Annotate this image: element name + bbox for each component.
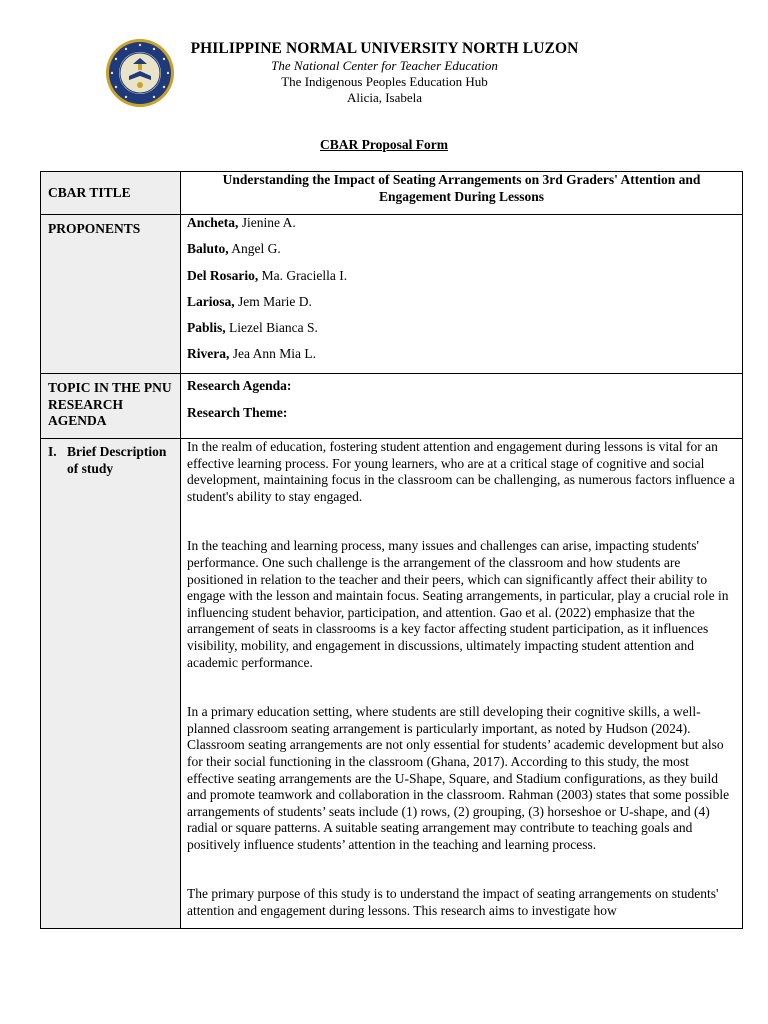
table-row <box>41 374 743 439</box>
proponents-label-cell <box>41 215 181 374</box>
document-header <box>0 0 768 120</box>
research-theme-label: Research Theme: <box>187 404 288 420</box>
proponents-cell <box>181 215 743 374</box>
list-item: Del Rosario, Ma. Graciella I. <box>187 267 348 283</box>
description-paragraph: The primary purpose of this study is to understand the impact of seating arrangements on students' attention and engagement during lessons. This research aims to investigate how <box>187 886 719 919</box>
list-item: Rivera, Jea Ann Mia L. <box>187 346 316 362</box>
research-agenda-label: Research Agenda: <box>187 378 292 393</box>
description-label <box>48 439 174 477</box>
proponents-list <box>187 215 736 373</box>
description-paragraph: In the realm of education, fostering student attention and engagement during lessons is vital for an effective learning process. For young learners, who are at a critical stage of cognitive and social development, maintaining focus in the classroom can be challenging, as numerous factors influence a student's ability to stay engaged. <box>187 439 735 504</box>
proposal-form-table <box>40 171 743 929</box>
description-paragraph: In the teaching and learning process, many issues and challenges can arise, impacting students' performance. One such challenge is the arrangement of the classroom and how students are positioned in relation to the teacher and their peers, which can significantly affect their ability to engage with the lesson and maintain focus. Seating arrangements, in particular, play a crucial role in influencing student behavior, participation, and attention. Gao et al. (2022) emphasize that the arrangement of seats in classrooms is a key factor affecting student participation, as it influences visibility, mobility, and engagement in discussions, ultimately impacting student attention and academic performance. <box>187 538 729 670</box>
description-label-first: Brief Description <box>67 444 167 459</box>
description-body <box>187 439 736 928</box>
proponents-label: PROPONENTS <box>48 221 141 236</box>
topic-label-cell <box>41 374 181 439</box>
description-paragraph: In a primary education setting, where students are still developing their cognitive skills, a well-planned classroom seating arrangement is particularly important, as noted by Hudson (2024). Classroom seating arrangements are not only essential for students’ academic development but also for their social functioning in the classroom (Ghana, 2017). According to this study, the most effective seating arrangements are the U-Shape, Square, and Stadium configurations, as they build and promote teamwork and collaboration in the classroom. Rahman (2003) states that some possible arrangements of students’ seats include (1) rows, (2) grouping, (3) horseshoe or U-shape, and (4) radial or square patterns. A suitable seating arrangement may contribute to teaching goals and positively influence students’ attention in the teaching and learning process. <box>187 704 730 852</box>
university-hub: The Indigenous Peoples Education Hub <box>281 74 488 89</box>
list-item: Ancheta, Jienine A. <box>187 215 296 230</box>
topic-cell <box>181 374 743 439</box>
form-title: CBAR Proposal Form <box>320 137 448 152</box>
topic-label: TOPIC IN THE PNU RESEARCH AGENDA <box>48 380 172 428</box>
university-name: PHILIPPINE NORMAL UNIVERSITY NORTH LUZON <box>190 40 579 57</box>
table-row <box>41 215 743 374</box>
university-tagline: The National Center for Teacher Education <box>271 58 498 73</box>
description-cell <box>181 439 743 929</box>
university-seal-icon <box>105 38 175 108</box>
table-row <box>41 439 743 929</box>
cbar-title-value: Understanding the Impact of Seating Arrangements on 3rd Graders' Attention and Engagement During Lessons <box>222 172 701 204</box>
list-item: Baluto, Angel G. <box>187 241 281 257</box>
cbar-title-label: CBAR TITLE <box>41 172 181 215</box>
cbar-title-cell <box>181 172 743 215</box>
description-label-rest: of study <box>67 460 114 476</box>
description-label-cell <box>41 439 181 929</box>
table-row <box>41 172 743 215</box>
university-location: Alicia, Isabela <box>346 90 423 105</box>
list-item: Lariosa, Jem Marie D. <box>187 293 312 309</box>
section-number: I. <box>48 444 57 459</box>
list-item: Pablis, Liezel Bianca S. <box>187 320 318 336</box>
